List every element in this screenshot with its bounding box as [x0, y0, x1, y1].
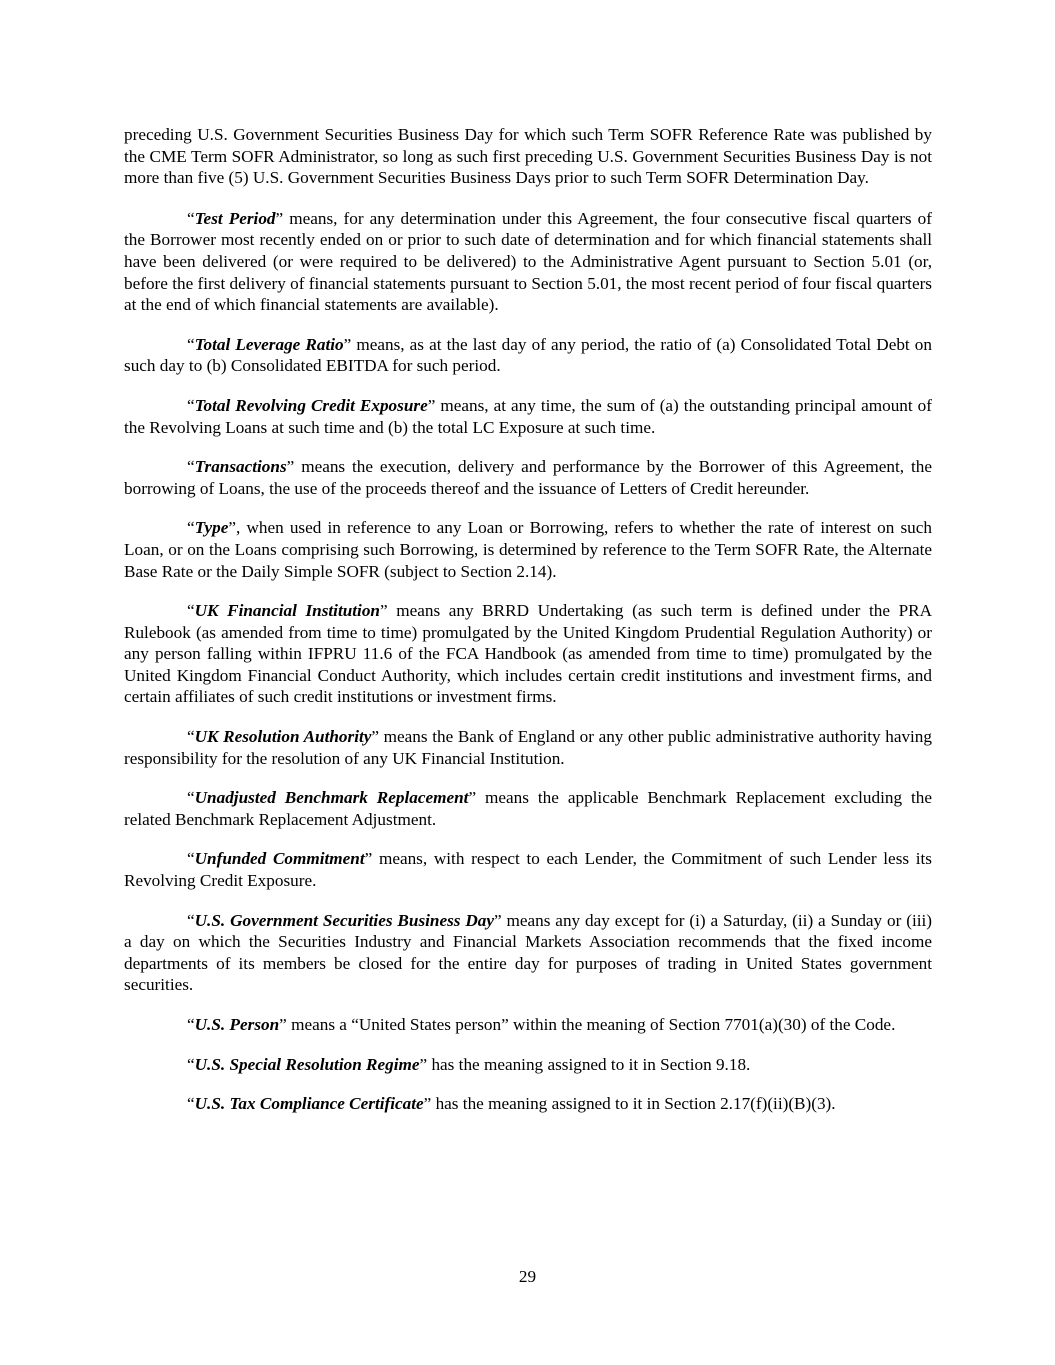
defined-term: U.S. Person — [194, 1015, 280, 1034]
open-quote: “ — [187, 601, 195, 621]
open-quote: “ — [187, 1015, 195, 1034]
definition-transactions — [124, 456, 932, 499]
open-quote: “ — [187, 727, 195, 747]
open-quote: “ — [187, 395, 195, 415]
defined-term: U.S. Tax Compliance Certificate — [194, 1094, 424, 1114]
definition-text: ” means any day except for (i) a Saturday, (ii) a Sunday or (iii) a day on which the Securities Industry and Financial Markets Association recommends that the fixed income departments of its members be closed for the entire day for purposes of trading in United States government securities. — [124, 910, 932, 995]
open-quote: “ — [187, 457, 195, 477]
open-quote: “ — [187, 788, 195, 808]
intro-paragraph: preceding U.S. Government Securities Business Day for which such Term SOFR Reference Rate was published by the CME Term SOFR Administrator, so long as such first preceding U.S. Government Securities Business Day is not more than five (5) U.S. Government Securities Business Days prior to such Term SOFR Determination Day. — [124, 125, 932, 188]
defined-term: Unfunded Commitment — [194, 849, 365, 869]
definition-total-revolving-credit-exposure — [124, 395, 932, 438]
defined-term: Total Revolving Credit Exposure — [194, 395, 428, 415]
definition-unfunded-commitment — [124, 848, 932, 891]
open-quote: “ — [187, 1094, 195, 1114]
definition-text: ” means the execution, delivery and performance by the Borrower of this Agreement, the borrowing of Loans, the use of the proceeds thereof and the issuance of Letters of Credit hereunder. — [124, 457, 932, 498]
open-quote: “ — [187, 1054, 195, 1074]
definition-text: ” has the meaning assigned to it in Section 9.18. — [419, 1054, 751, 1074]
definition-text: ”, when used in reference to any Loan or Borrowing, refers to whether the rate of interest on such Loan, or on the Loans comprising such Borrowing, is determined by reference to the Term SOFR Rate, the Alternate Base Rate or the Daily Simple SOFR (subject to Section 2.14). — [124, 518, 932, 581]
definition-text: ” means, for any determination under this Agreement, the four consecutive fiscal quarters of the Borrower most recently ended on or prior to such date of determination and for which financial statements shall have been delivered (or were required to be delivered) to the Administrative Agent pursuant to Section 5.01 (or, before the first delivery of financial statements pursuant to Section 5.01, the most recent period of four fiscal quarters at the end of which financial statements are available). — [124, 208, 932, 315]
defined-term: Transactions — [194, 457, 287, 477]
open-quote: “ — [187, 849, 195, 869]
defined-term: Test Period — [194, 208, 276, 228]
definition-text: ” means, at any time, the sum of (a) the outstanding principal amount of the Revolving Loans at such time and (b) the total LC Exposure at such time. — [124, 395, 933, 437]
definition-unadjusted-benchmark-replacement — [124, 787, 932, 830]
definition-uk-financial-institution — [124, 600, 932, 708]
definition-uk-resolution-authority — [124, 726, 932, 769]
defined-term: Total Leverage Ratio — [194, 334, 344, 354]
defined-term: Unadjusted Benchmark Replacement — [194, 788, 469, 808]
definition-text: ” means a “United States person” within the meaning of Section 7701(a)(30) of the Code. — [279, 1015, 896, 1034]
definition-text: ” means the applicable Benchmark Replacement excluding the related Benchmark Replacement Adjustment. — [124, 788, 932, 829]
definition-text: ” means the Bank of England or any other public administrative authority having responsibility for the resolution of any UK Financial Institution. — [124, 727, 932, 768]
page-number: 29 — [518, 1267, 537, 1286]
definition-type — [124, 517, 932, 582]
definition-us-person — [124, 1014, 932, 1036]
open-quote: “ — [187, 334, 195, 354]
definition-test-period — [124, 208, 932, 316]
definition-us-tax-compliance-certificate — [124, 1093, 932, 1115]
defined-term: UK Resolution Authority — [194, 727, 372, 747]
defined-term: U.S. Special Resolution Regime — [194, 1054, 420, 1074]
open-quote: “ — [187, 518, 195, 538]
definition-total-leverage-ratio — [124, 334, 932, 377]
defined-term: Type — [194, 518, 229, 538]
definition-us-government-securities-business-day — [124, 910, 932, 996]
open-quote: “ — [187, 910, 195, 930]
definition-text: ” means, with respect to each Lender, the Commitment of such Lender less its Revolving Credit Exposure. — [124, 849, 932, 891]
definition-text: ” means any BRRD Undertaking (as such term is defined under the PRA Rulebook (as amended from time to time) promulgated by the United Kingdom Prudential Regulation Authority) or any person falling within IFPRU 11.6 of the FCA Handbook (as amended from time to time) promulgated by the United Kingdom Financial Conduct Authority, which includes certain credit institutions and investment firms, and certain affiliates of such credit institutions or investment firms. — [124, 601, 933, 707]
defined-term: U.S. Government Securities Business Day — [194, 910, 494, 930]
open-quote: “ — [187, 208, 195, 228]
document-body — [124, 124, 932, 1133]
definition-text: ” has the meaning assigned to it in Section 2.17(f)(ii)(B)(3). — [423, 1094, 836, 1114]
definition-text: ” means, as at the last day of any period, the ratio of (a) Consolidated Total Debt on such day to (b) Consolidated EBITDA for such period. — [124, 334, 932, 376]
defined-term: UK Financial Institution — [194, 601, 380, 621]
definition-us-special-resolution-regime — [124, 1054, 932, 1076]
